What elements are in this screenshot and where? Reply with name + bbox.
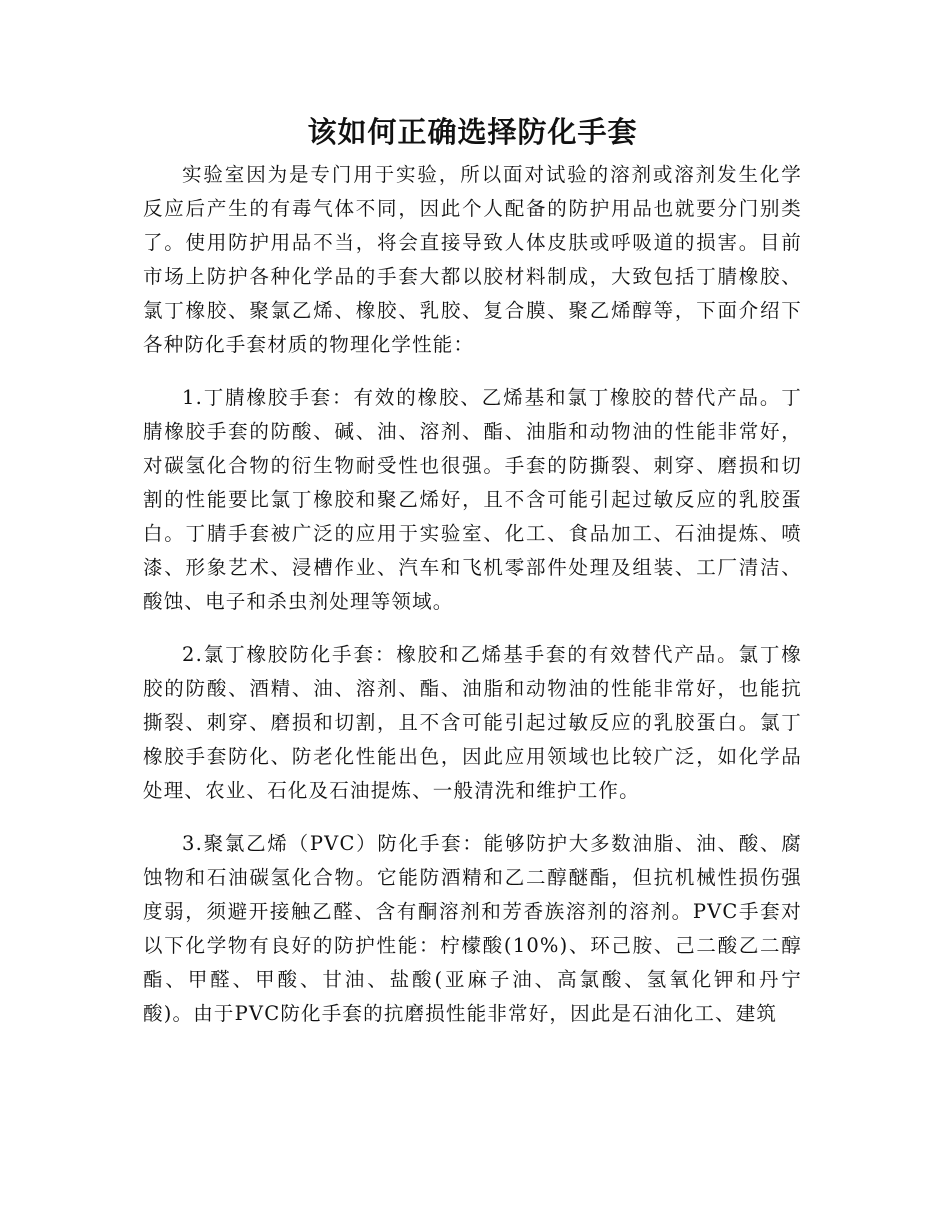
paragraph-neoprene-gloves: 2.氯丁橡胶防化手套：橡胶和乙烯基手套的有效替代产品。氯丁橡胶的防酸、酒精、油、溶剂、酯、油脂和动物油的性能非常好，也能抗撕裂、刺穿、磨损和切割，且不含可能引起过敏反应的乳胶蛋白。氯丁橡胶手套防化、防老化性能出色，因此应用领域也比较广泛，如化学品处理、农业、石化及石油提炼、一般清洗和维护工作。 (143, 643, 802, 802)
paragraph-intro: 实验室因为是专门用于实验，所以面对试验的溶剂或溶剂发生化学反应后产生的有毒气体不同，因此个人配备的防护用品也就要分门别类了。使用防护用品不当，将会直接导致人体皮肤或呼吸道的损害。目前市场上防护各种化学品的手套大都以胶材料制成，大致包括丁腈橡胶、氯丁橡胶、聚氯乙烯、橡胶、乳胶、复合膜、聚乙烯醇等，下面介绍下各种防化手套材质的物理化学性能： (143, 163, 802, 356)
paragraph-pvc-gloves: 3.聚氯乙烯（PVC）防化手套：能够防护大多数油脂、油、酸、腐蚀物和石油碳氢化合物。它能防酒精和乙二醇醚酯，但抗机械性损伤强度弱，须避开接触乙醛、含有酮溶剂和芳香族溶剂的溶剂。PVC手套对以下化学物有良好的防护性能：柠檬酸(10%)、环己胺、己二酸乙二醇酯、甲醛、甲酸、甘油、盐酸(亚麻子油、高氯酸、氢氧化钾和丹宁酸)。由于PVC防化手套的抗磨损性能非常好，因此是石油化工、建筑 (143, 832, 802, 1025)
paragraph-nitrile-gloves: 1.丁腈橡胶手套：有效的橡胶、乙烯基和氯丁橡胶的替代产品。丁腈橡胶手套的防酸、碱、油、溶剂、酯、油脂和动物油的性能非常好，对碳氢化合物的衍生物耐受性也很强。手套的防撕裂、刺穿、磨损和切割的性能要比氯丁橡胶和聚乙烯好，且不含可能引起过敏反应的乳胶蛋白。丁腈手套被广泛的应用于实验室、化工、食品加工、石油提炼、喷漆、形象艺术、浸槽作业、汽车和飞机零部件处理及组装、工厂清洁、酸蚀、电子和杀虫剂处理等领域。 (143, 386, 802, 613)
document-title: 该如何正确选择防化手套 (307, 115, 638, 149)
